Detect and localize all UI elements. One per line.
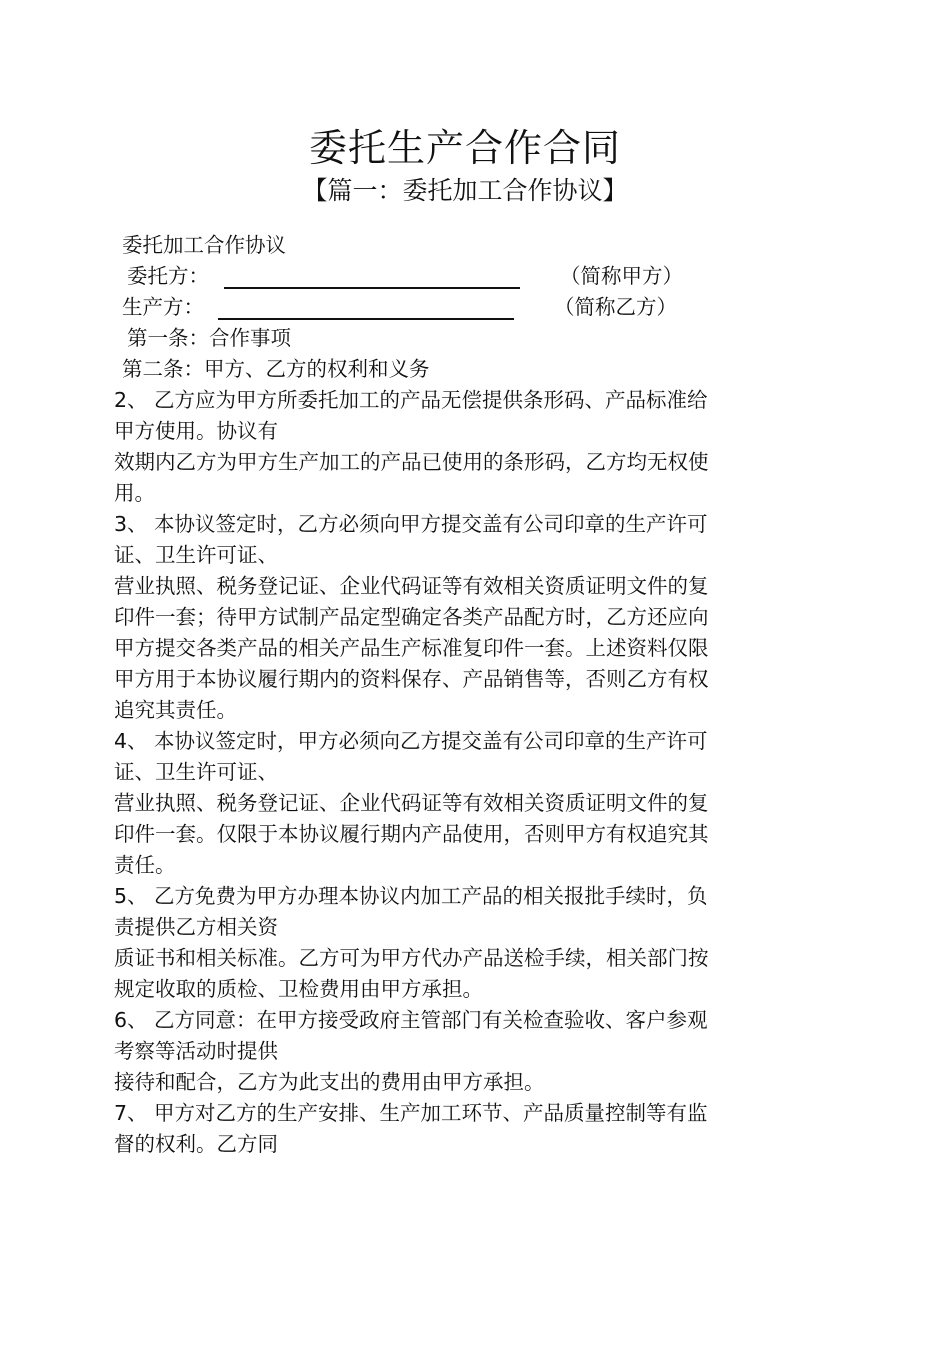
text-line: 营业执照、税务登记证、企业代码证等有效相关资质证明文件的复 [114,791,709,815]
text-line: 甲方使用。协议有 [114,419,278,443]
text-line: 7、 甲方对乙方的生产安排、生产加工环节、产品质量控制等有监 [114,1101,708,1125]
text-line: 营业执照、税务登记证、企业代码证等有效相关资质证明文件的复 [114,574,709,598]
party-a-row [114,261,764,292]
text-line: 甲方提交各类产品的相关产品生产标准复印件一套。上述资料仅限 [114,636,709,660]
text-line: 2、 乙方应为甲方所委托加工的产品无偿提供条形码、产品标准给 [114,388,708,412]
document-body [114,230,764,1160]
text-line: 证、卫生许可证、 [114,760,278,784]
party-a-label: 委托方： [127,264,209,288]
party-b-label: 生产方： [122,295,204,319]
agreement-heading: 委托加工合作协议 [122,233,286,257]
article-1: 第一条：合作事项 [127,326,291,350]
text-line: 考察等活动时提供 [114,1039,278,1063]
document-title: 委托生产合作合同 [308,126,621,170]
text-line: 规定收取的质检、卫检费用由甲方承担。 [114,977,483,1001]
text-line: 效期内乙方为甲方生产加工的产品已使用的条形码，乙方均无权使 [114,450,709,474]
party-a-blank-line[interactable] [224,287,520,289]
text-line: 6、 乙方同意：在甲方接受政府主管部门有关检查验收、客户参观 [114,1008,708,1032]
document-subtitle: 【篇一：委托加工合作协议】 [302,176,628,205]
text-line: 证、卫生许可证、 [114,543,278,567]
party-a-abbr: （简称甲方） [560,264,683,288]
text-line: 责提供乙方相关资 [114,915,278,939]
text-line: 印件一套。仅限于本协议履行期内产品使用，否则甲方有权追究其 [114,822,709,846]
text-line: 用。 [114,481,155,505]
text-line: 责任。 [114,853,176,877]
text-line: 4、 本协议签定时，甲方必须向乙方提交盖有公司印章的生产许可 [114,729,708,753]
text-line: 追究其责任。 [114,698,237,722]
article-2: 第二条：甲方、乙方的权利和义务 [122,357,430,381]
text-line: 5、 乙方免费为甲方办理本协议内加工产品的相关报批手续时，负 [114,884,708,908]
party-b-abbr: （简称乙方） [554,295,677,319]
text-line: 3、 本协议签定时，乙方必须向甲方提交盖有公司印章的生产许可 [114,512,708,536]
text-line: 印件一套；待甲方试制产品定型确定各类产品配方时，乙方还应向 [114,605,709,629]
text-line: 督的权利。乙方同 [114,1132,278,1156]
text-line: 接待和配合，乙方为此支出的费用由甲方承担。 [114,1070,545,1094]
text-line: 质证书和相关标准。乙方可为甲方代办产品送检手续，相关部门按 [114,946,709,970]
party-b-row [114,292,764,323]
party-b-blank-line[interactable] [218,318,514,320]
text-line: 甲方用于本协议履行期内的资料保存、产品销售等，否则乙方有权 [114,667,709,691]
